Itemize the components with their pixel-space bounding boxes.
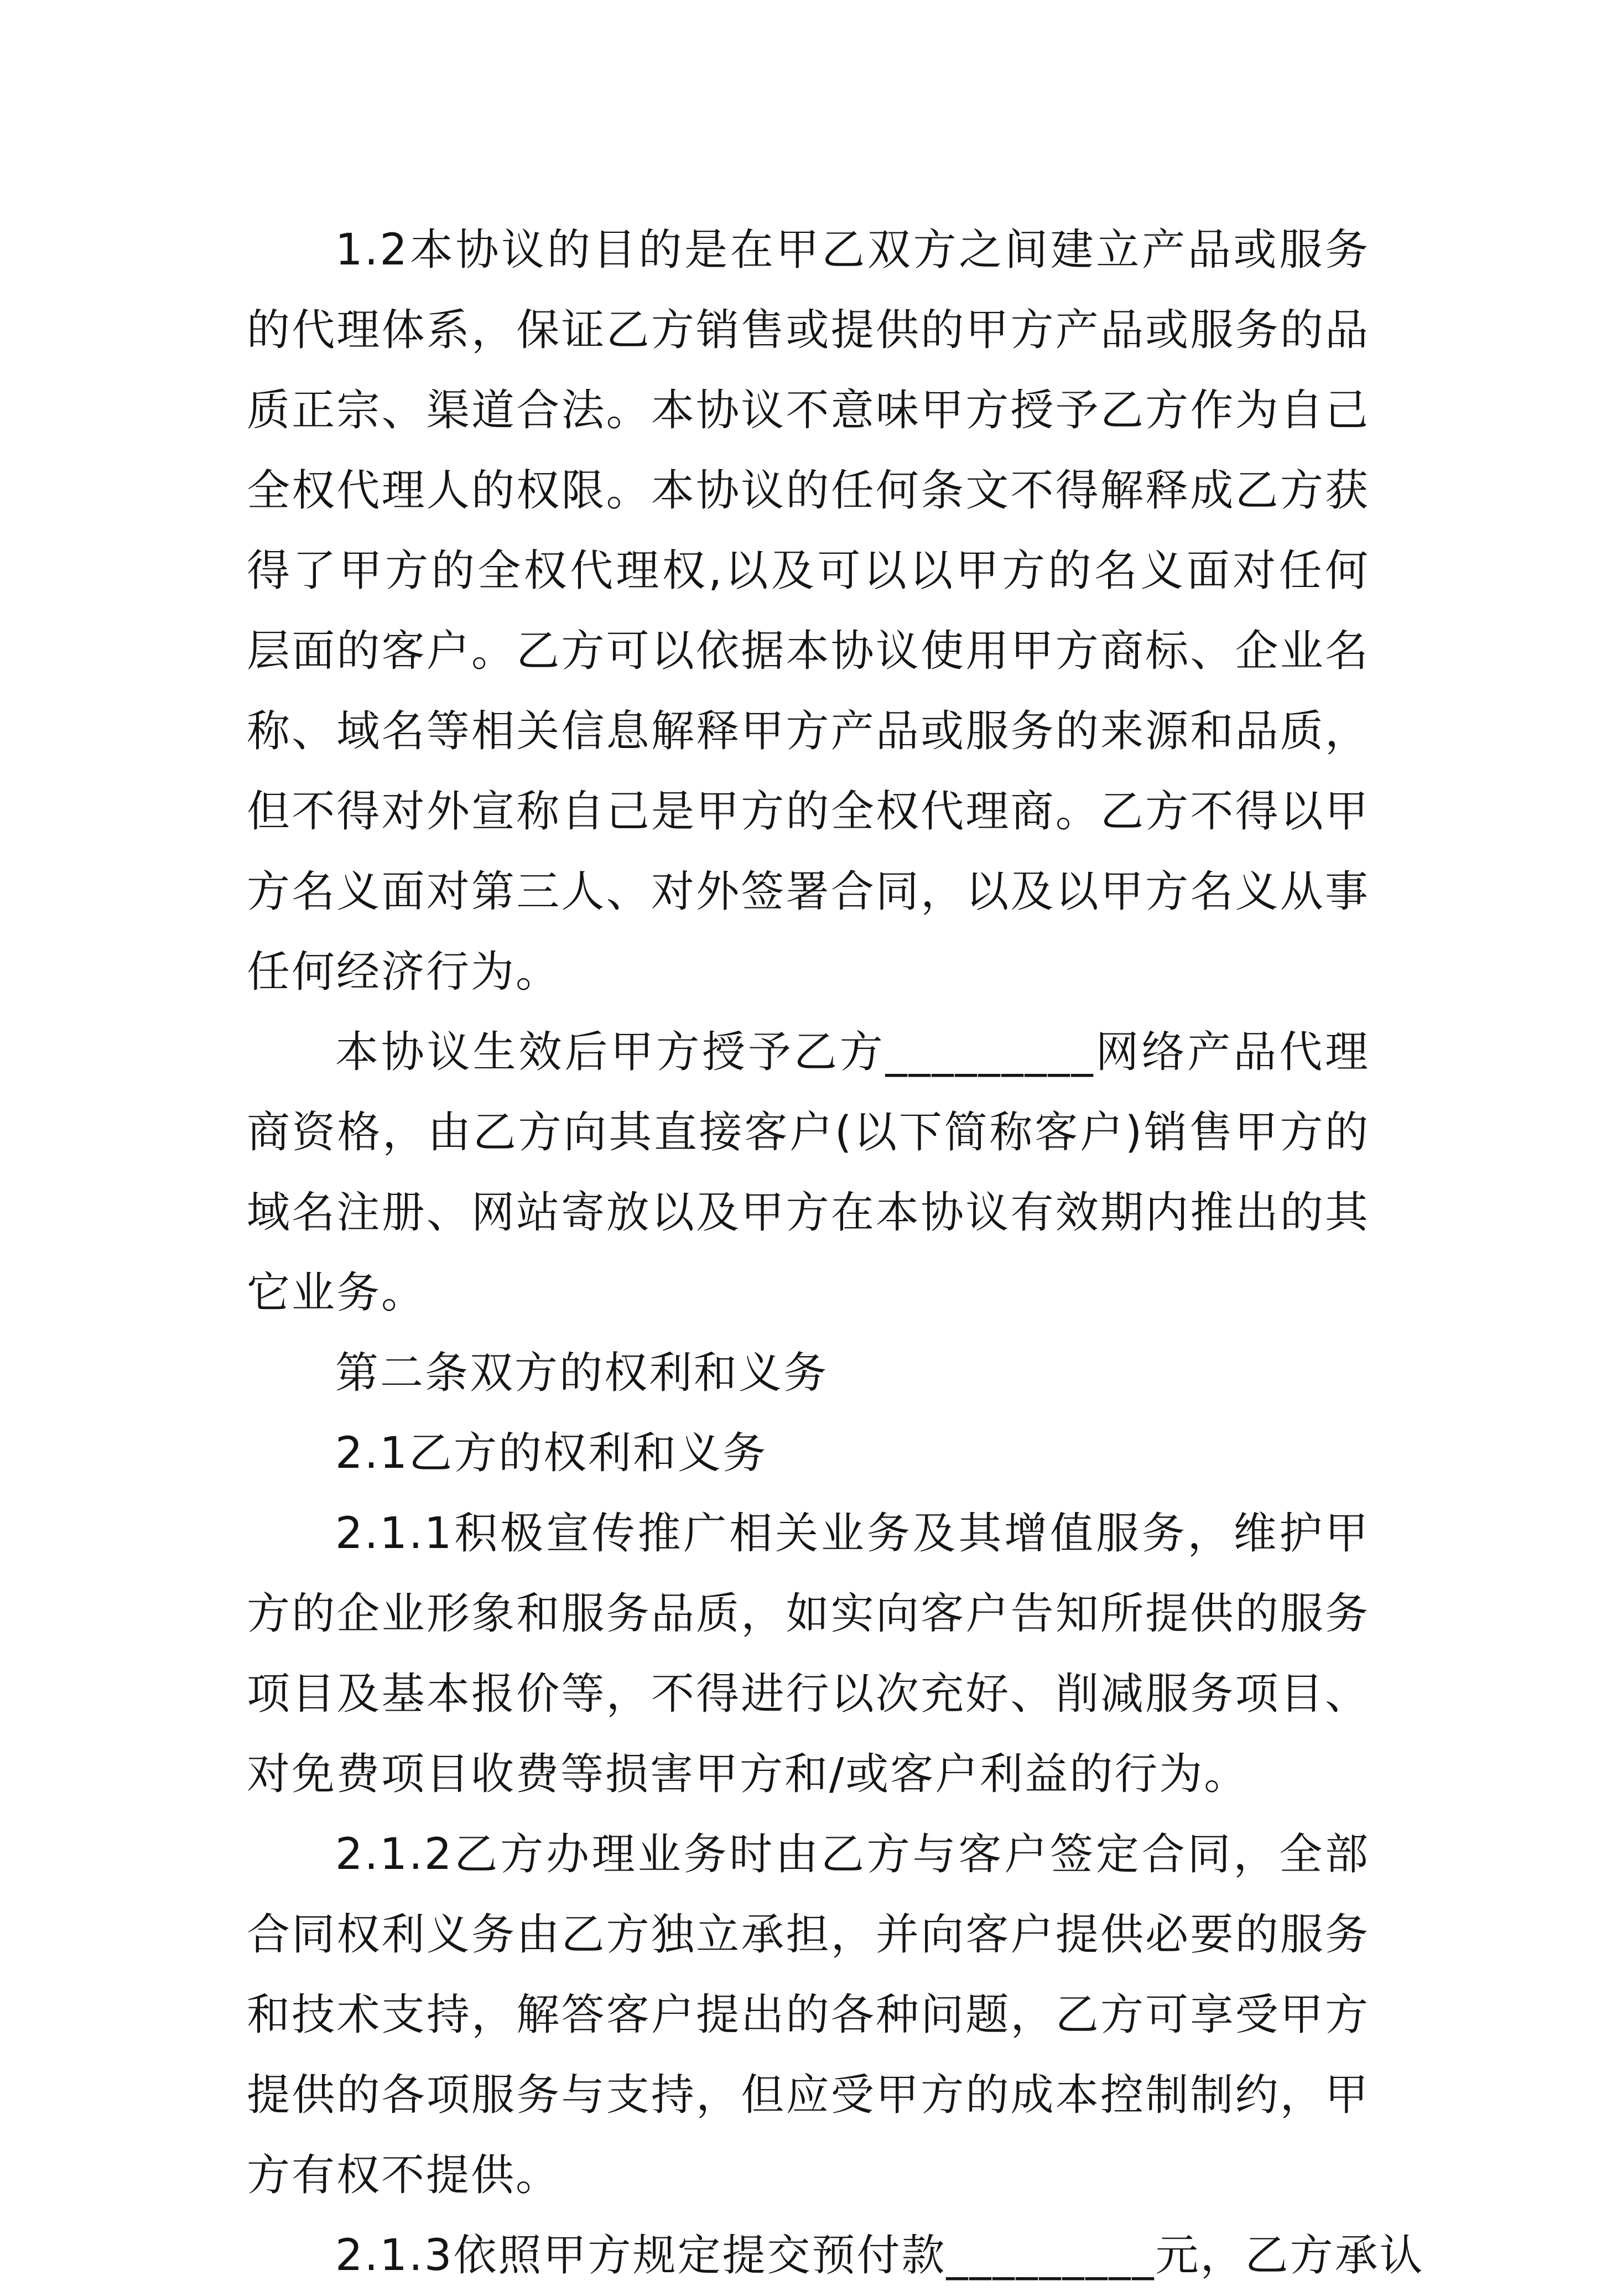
paragraph-agency-grant: 本协议生效后甲方授予乙方_________网络产品代理商资格，由乙方向其直接客户(以下简称客户)销售甲方的域名注册、网站寄放以及甲方在本协议有效期内推出的其它业务。 bbox=[247, 1027, 1370, 1318]
document-body bbox=[247, 210, 1425, 2296]
article-2-heading: 第二条双方的权利和义务 bbox=[335, 1348, 829, 1398]
paragraph-2-1-3: 2.1.3依照甲方规定提交预付款_________元，乙方承认 bbox=[335, 2231, 1425, 2281]
paragraph-2-1-2: 2.1.2乙方办理业务时由乙方与客户签定合同，全部合同权利义务由乙方独立承担，并向客户提供必要的服务和技术支持，解答客户提出的各种问题，乙方可享受甲方提供的各项服务与支持，但应受甲方的成本控制制约，甲方有权不提供。 bbox=[247, 1830, 1370, 2200]
paragraph-1-2-purpose: 1.2本协议的目的是在甲乙双方之间建立产品或服务的代理体系，保证乙方销售或提供的甲方产品或服务的品质正宗、渠道合法。本协议不意味甲方授予乙方作为自己全权代理人的权限。本协议的任何条文不得解释成乙方获得了甲方的全权代理权,以及可以以甲方的名义面对任何层面的客户。乙方可以依据本协议使用甲方商标、企业名称、域名等相关信息解释甲方产品或服务的来源和品质，但不得对外宣称自己是甲方的全权代理商。乙方不得以甲方名义面对第三人、对外签署合同，以及以甲方名义从事任何经济行为。 bbox=[247, 225, 1370, 997]
section-2-1-heading: 2.1乙方的权利和义务 bbox=[335, 1428, 768, 1478]
paragraph-2-1-1: 2.1.1积极宣传推广相关业务及其增值服务，维护甲方的企业形象和服务品质，如实向客户告知所提供的服务项目及基本报价等，不得进行以次充好、削减服务项目、对免费项目收费等损害甲方和/或客户利益的行为。 bbox=[247, 1509, 1370, 1799]
